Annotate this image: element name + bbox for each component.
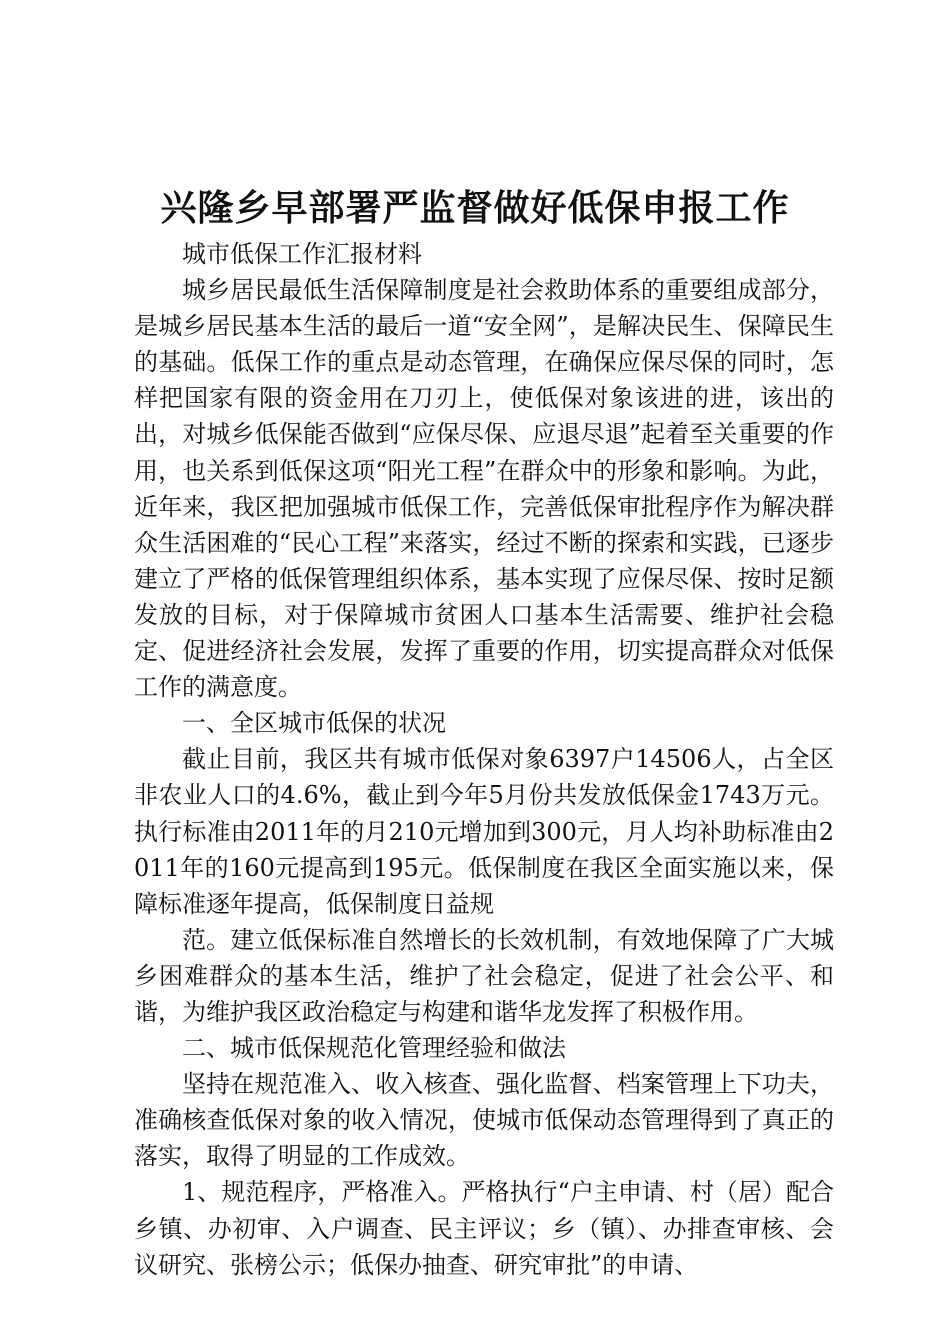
paragraph-procedure: 1、规范程序，严格准入。严格执行“户主申请、村（居）配合乡镇、办初审、入户调查、民主评议；乡（镇）、办排查审核、会议研究、张榜公示；低保办抽查、研究审批”的申请、 [134,1178,834,1279]
document-title: 兴隆乡早部署严监督做好低保申报工作 [160,187,790,229]
paragraph-status-continued: 范。建立低保标准自然增长的长效机制，有效地保障了广大城乡困难群众的基本生活，维护了社会稳定，促进了社会公平、和谐，为维护我区政治稳定与构建和谐华龙发挥了积极作用。 [134,925,834,1026]
section-heading-status: 一、全区城市低保的状况 [182,709,446,738]
paragraph-status: 截止目前，我区共有城市低保对象6397户14506人，占全区非农业人口的4.6%，截止到今年5月份共发放低保金1743万元。执行标准由2011年的月210元增加到300元，月人均补助标准由2011年的160元提高到195元。低保制度在我区全面实施以来，保障标准逐年提高，低保制度日益规 [134,745,834,918]
paragraph-intro: 城乡居民最低生活保障制度是社会救助体系的重要组成部分，是城乡居民基本生活的最后一道“安全网”，是解决民生、保障民生的基础。低保工作的重点是动态管理，在确保应保尽保的同时，怎样把国家有限的资金用在刀刃上，使低保对象该进的进，该出的出，对城乡低保能否做到“应保尽保、应退尽退”起着至关重要的作用，也关系到低保这项“阳光工程”在群众中的形象和影响。为此，近年来，我区把加强城市低保工作，完善低保审批程序作为解决群众生活困难的“民心工程”来落实，经过不断的探索和实践，已逐步建立了严格的低保管理组织体系，基本实现了应保尽保、按时足额发放的目标，对于保障城市贫困人口基本生活需要、维护社会稳定、促进经济社会发展，发挥了重要的作用，切实提高群众对低保工作的满意度。 [134,276,834,702]
paragraph-experience: 坚持在规范准入、收入核查、强化监督、档案管理上下功夫，准确核查低保对象的收入情况，使城市低保动态管理得到了真正的落实，取得了明显的工作成效。 [134,1070,834,1171]
section-heading-experience: 二、城市低保规范化管理经验和做法 [182,1034,566,1063]
paragraph-subtitle: 城市低保工作汇报材料 [182,240,422,268]
document-body [134,236,834,1283]
